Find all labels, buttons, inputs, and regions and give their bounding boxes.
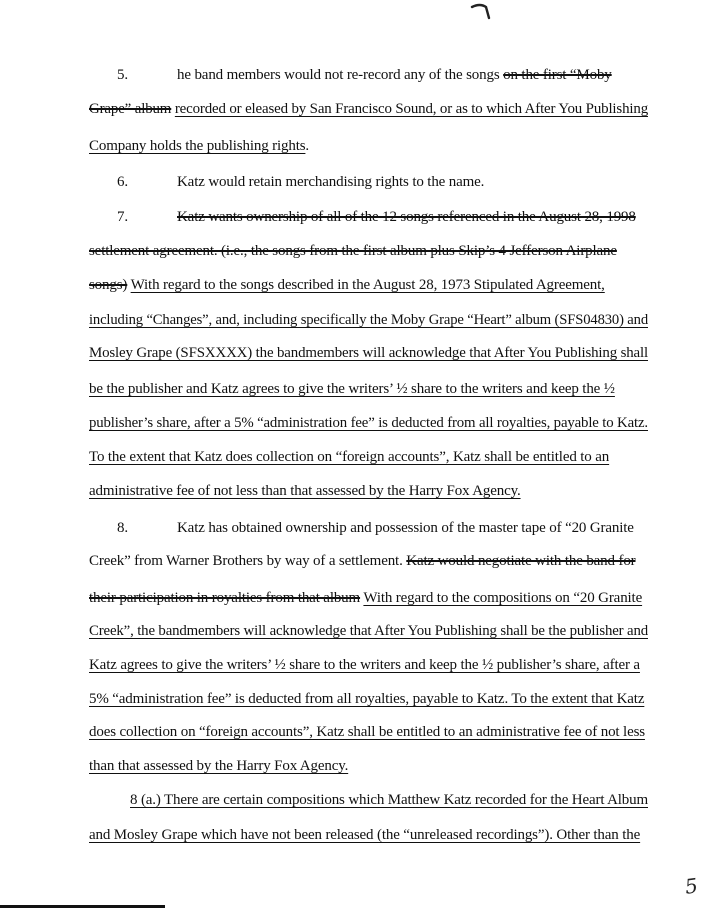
text-line [89, 690, 644, 708]
struck-text: Grape” album [89, 101, 172, 117]
inserted-text: and Mosley Grape which have not been released (the “unreleased recordings”). Other than the [89, 827, 641, 843]
inserted-text: than that assessed by the Harry Fox Agency. [89, 758, 349, 774]
footer-rule [0, 905, 165, 908]
inserted-text: Company holds the publishing rights [89, 138, 306, 154]
text-line [89, 137, 309, 155]
text-line [89, 656, 640, 674]
text-run: . [305, 138, 310, 154]
text-line [89, 723, 645, 741]
text-line [89, 552, 636, 570]
inserted-text: publisher’s share, after a 5% “administration fee” is deducted from all royalties, payable to Katz. [89, 415, 648, 431]
paragraph-number: 5. [117, 67, 128, 83]
inserted-text: recorded or eleased by San Francisco Sound, or as to which After You Publishing [174, 101, 648, 117]
inserted-text: With regard to the songs described in the August 28, 1973 Stipulated Agreement, [130, 277, 605, 293]
inserted-text: With regard to the compositions on “20 Granite [363, 590, 643, 606]
inserted-text: Katz agrees to give the writers’ ½ share to the writers and keep the ½ publisher’s share, after a [89, 657, 640, 673]
struck-text: Katz wants ownership of all of the 12 songs referenced in the August 28, 1998 [177, 209, 636, 225]
text-line [89, 482, 521, 500]
inserted-text: Creek”, the bandmembers will acknowledge that After You Publishing shall be the publisher and [89, 623, 648, 639]
inserted-text: administrative fee of not less than that assessed by the Harry Fox Agency. [89, 483, 521, 499]
text-line [89, 100, 648, 118]
text-run: Creek” from Warner Brothers by way of a settlement. [89, 553, 407, 569]
text-line [89, 826, 640, 844]
text-run: he band members would not re-record any of the songs [177, 67, 504, 83]
text-line [89, 448, 609, 466]
inserted-text: does collection on “foreign accounts”, Katz shall be entitled to an administrative fee of not less [89, 724, 645, 740]
paragraph-number: 6. [117, 174, 128, 190]
text-line [89, 344, 648, 362]
inserted-text: including “Changes”, and, including specifically the Moby Grape “Heart” album (SFS04830) and [89, 312, 648, 328]
struck-text: songs) [89, 277, 128, 293]
text-line [89, 622, 648, 640]
text-line [89, 311, 648, 329]
inserted-text: 8 (a.) There are certain compositions which Matthew Katz recorded for the Heart Album [130, 792, 648, 808]
struck-text: their participation in royalties from that album [89, 590, 361, 606]
text-line [89, 380, 615, 398]
text-line [117, 208, 636, 226]
text-run: Katz would retain merchandising rights to the name. [177, 174, 485, 190]
inserted-text: 5% “administration fee” is deducted from all royalties, payable to Katz. To the extent that Katz [89, 691, 645, 707]
page-number: 5 [683, 873, 700, 899]
text-run: Katz has obtained ownership and possession of the master tape of “20 Granite [177, 520, 634, 536]
text-line [117, 173, 484, 191]
handwritten-mark [470, 2, 492, 20]
struck-text: settlement agreement. (i.e., the songs from the first album plus Skip’s 4 Jefferson Airplane [89, 243, 617, 259]
text-line [89, 242, 617, 260]
text-line [89, 757, 348, 775]
text-line [117, 519, 634, 537]
struck-text: Katz would negotiate with the band for [406, 553, 636, 569]
paragraph-number: 8. [117, 520, 128, 536]
text-line [117, 66, 612, 84]
text-line [89, 414, 648, 432]
inserted-text: To the extent that Katz does collection on “foreign accounts”, Katz shall be entitled to an [89, 449, 610, 465]
text-line [89, 276, 605, 294]
struck-text: on the first “Moby [503, 67, 612, 83]
inserted-text: Mosley Grape (SFSXXXX) the bandmembers will acknowledge that After You Publishing shall [89, 345, 648, 361]
text-line [89, 589, 642, 607]
inserted-text: be the publisher and Katz agrees to give the writers’ ½ share to the writers and keep the ½ [89, 381, 615, 397]
text-line [130, 791, 648, 809]
paragraph-number: 7. [117, 209, 128, 225]
